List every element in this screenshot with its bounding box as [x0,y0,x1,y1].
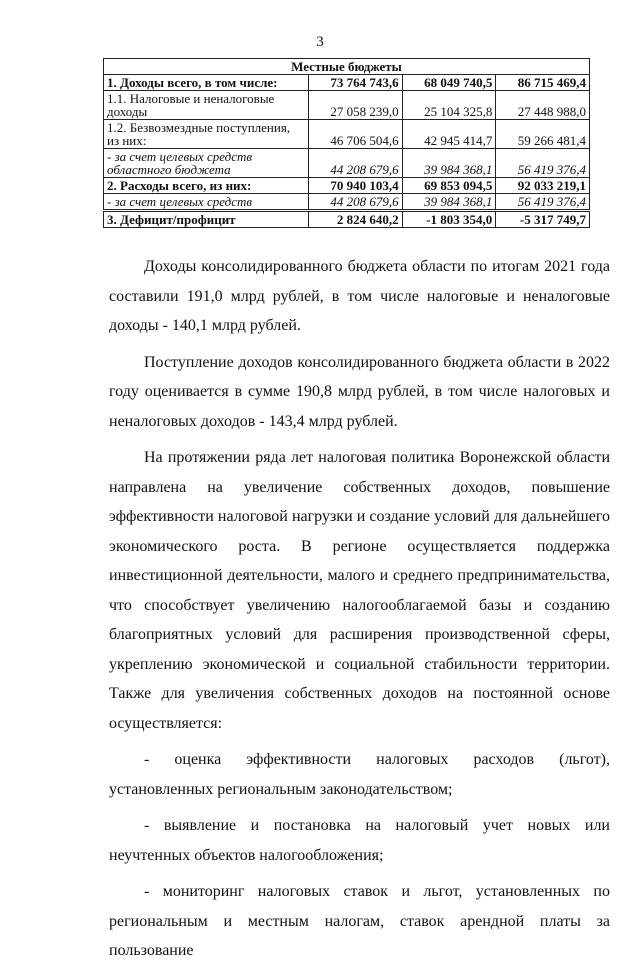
row-value: 44 208 679,6 [309,194,403,211]
row-value: 39 984 368,1 [402,194,496,211]
row-label: 2. Расходы всего, из них: [104,178,309,194]
row-value: 92 033 219,1 [496,178,590,194]
table-caption-row [104,59,590,75]
table-row [104,120,590,149]
row-value: 56 419 376,4 [496,149,590,178]
table-row [104,149,590,178]
table-row [104,91,590,120]
table-row [104,211,590,228]
row-value: 25 104 325,8 [402,91,496,120]
row-label: 3. Дефицит/профицит [104,211,309,228]
body-text [109,252,610,973]
table-caption: Местные бюджеты [104,59,590,75]
row-value: -1 803 354,0 [402,211,496,228]
local-budgets-table [103,58,590,228]
row-value: 42 945 414,7 [402,120,496,149]
list-item: - оценка эффективности налоговых расходов (льгот), установленных региональным законодательством; [109,751,610,798]
table-row [104,194,590,211]
row-value: 46 706 504,6 [309,120,403,149]
row-value: 39 984 368,1 [402,149,496,178]
row-label: 1.1. Налоговые и неналоговые доходы [104,91,309,120]
row-value: 68 049 740,5 [402,75,496,91]
paragraph: На протяжении ряда лет налоговая политика Воронежской области направлена на увеличение собственных доходов, повышение эффективности налоговой нагрузки и создание условий для дальнейшего экономического роста. В регионе осуществляется поддержка инвестиционной деятельности, малого и среднего предпринимательства, что способствует увеличению налогооблагаемой базы и созданию благоприятных условий для расширения производственной сферы, укреплению экономической и социальной стабильности территории. Также для увеличения собственных доходов на постоянной основе осуществляется: [109,449,610,732]
row-label: 1.2. Безвозмездные поступления, из них: [104,120,309,149]
row-value: 27 058 239,0 [309,91,403,120]
row-label: - за счет целевых средств [104,194,309,211]
row-value: 59 266 481,4 [496,120,590,149]
list-item: - мониторинг налоговых ставок и льгот, установленных по региональным и местным налогам, ставок арендной платы за пользование [109,883,610,959]
row-value: 2 824 640,2 [309,211,403,228]
row-value: 27 448 988,0 [496,91,590,120]
row-label: 1. Доходы всего, в том числе: [104,75,309,91]
row-value: 56 419 376,4 [496,194,590,211]
row-label: - за счет целевых средств областного бюджета [104,149,309,178]
table-row [104,75,590,91]
row-value: -5 317 749,7 [496,211,590,228]
row-value: 44 208 679,6 [309,149,403,178]
row-value: 73 764 743,6 [309,75,403,91]
row-value: 69 853 094,5 [402,178,496,194]
list-item: - выявление и постановка на налоговый учет новых или неучтенных объектов налогообложения; [109,817,610,864]
row-value: 70 940 103,4 [309,178,403,194]
paragraph: Поступление доходов консолидированного бюджета области в 2022 году оценивается в сумме 190,8 млрд рублей, в том числе налоговых и неналоговых доходов - 143,4 млрд рублей. [109,353,610,430]
row-value: 86 715 469,4 [496,75,590,91]
page-number: 3 [316,34,324,50]
paragraph: Доходы консолидированного бюджета области по итогам 2021 года составили 191,0 млрд рублей, в том числе налоговые и неналоговые доходы - 140,1 млрд рублей. [109,258,610,334]
table-row [104,178,590,194]
